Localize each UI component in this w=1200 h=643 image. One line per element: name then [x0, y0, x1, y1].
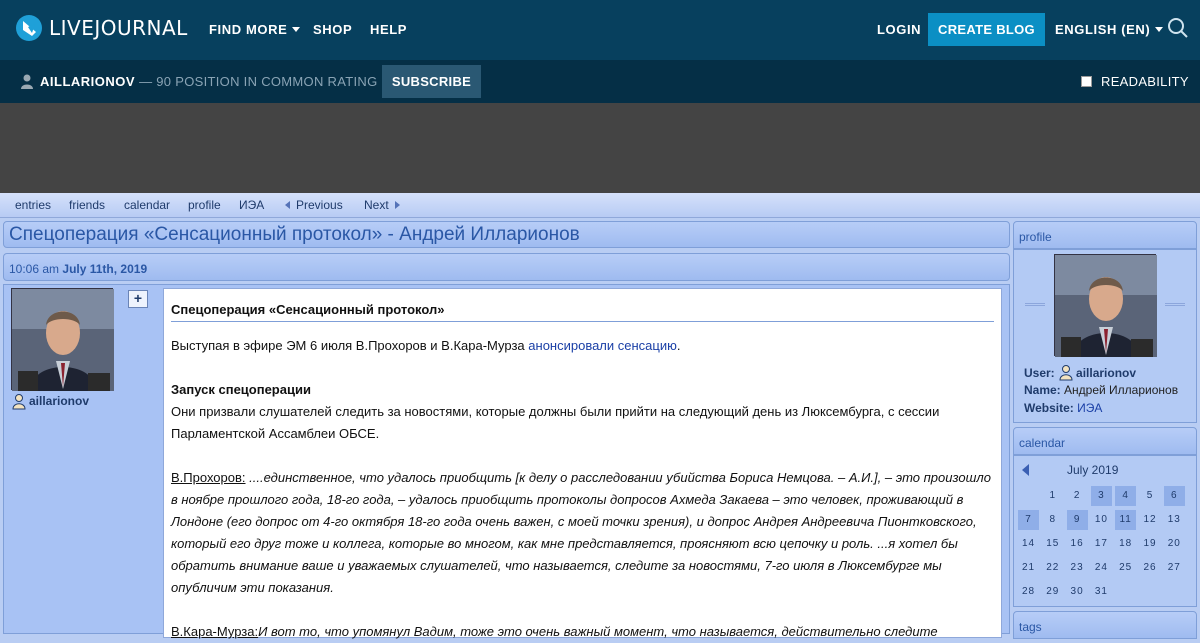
- logo-text: LIVEJOURNAL: [49, 16, 188, 40]
- sensation-link[interactable]: анонсировали сенсацию: [528, 338, 677, 353]
- author-username: aillarionov: [29, 394, 90, 408]
- spacer: [171, 445, 994, 467]
- paragraph-call: Они призвали слушателей следить за новостями, которые должны были прийти на следующий день из Люксембурга, с сессии Парламентской Ассамблеи ОБСЕ.: [171, 404, 940, 441]
- calendar-day: 18: [1119, 538, 1133, 549]
- calendar-day: 20: [1167, 538, 1181, 549]
- calendar-header[interactable]: calendar: [1013, 427, 1197, 455]
- journal-rating: — 90 POSITION IN COMMON RATING: [139, 74, 378, 89]
- name-label: Name:: [1024, 383, 1061, 397]
- calendar-day: 2: [1073, 490, 1081, 501]
- nav-entries[interactable]: entries: [15, 198, 52, 212]
- calendar-day: 22: [1046, 562, 1060, 573]
- profile-name: Андрей Илларионов: [1064, 383, 1179, 397]
- arrow-left-icon: [285, 201, 290, 209]
- profile-username[interactable]: aillarionov: [1076, 366, 1137, 380]
- calendar-day[interactable]: 7: [1018, 510, 1039, 530]
- chevron-down-icon: [1155, 27, 1163, 32]
- calendar-day: 17: [1094, 538, 1108, 549]
- nav-help[interactable]: HELP: [370, 22, 408, 37]
- journal-navigation: [0, 193, 1200, 218]
- calendar-day: 23: [1070, 562, 1084, 573]
- calendar-day: 14: [1021, 538, 1036, 549]
- entry-title-box: [3, 221, 1010, 248]
- calendar-day: 25: [1119, 562, 1133, 573]
- calendar-month: July 2019: [1067, 463, 1119, 477]
- journal-user: [20, 74, 378, 89]
- calendar-day: 13: [1167, 514, 1181, 525]
- profile-photo: [1055, 255, 1157, 357]
- calendar-day: 30: [1070, 586, 1084, 597]
- nav-find-more-label: FIND MORE: [209, 22, 288, 37]
- intro-text: Выступая в эфире ЭМ 6 июля В.Прохоров и В.Кара-Мурза: [171, 338, 529, 353]
- calendar-day: 19: [1143, 538, 1157, 549]
- journal-username[interactable]: AILLARIONOV: [40, 74, 136, 89]
- calendar-day: 8: [1049, 514, 1057, 525]
- calendar-day: 16: [1070, 538, 1084, 549]
- calendar-day[interactable]: 4: [1115, 486, 1136, 506]
- user-label: User:: [1024, 366, 1055, 380]
- quote-kara-murza: [171, 621, 994, 643]
- tags-header[interactable]: tags: [1013, 611, 1197, 639]
- profile-website[interactable]: ИЭА: [1077, 401, 1103, 415]
- readability-toggle[interactable]: [1081, 74, 1189, 89]
- chevron-down-icon: [292, 27, 300, 32]
- post-title: Спецоперация «Сенсационный протокол»: [171, 299, 994, 322]
- user-icon: [20, 74, 34, 89]
- subscribe-button[interactable]: SUBSCRIBE: [382, 65, 481, 98]
- divider: [1165, 303, 1185, 306]
- quote-speaker: В.Прохоров:: [171, 470, 246, 485]
- login-link[interactable]: LOGIN: [877, 22, 922, 37]
- livejournal-logo-icon: [15, 14, 43, 42]
- calendar-day: 10: [1094, 514, 1108, 525]
- divider: [1025, 303, 1045, 306]
- calendar-day[interactable]: 9: [1067, 510, 1088, 530]
- readability-checkbox[interactable]: [1081, 76, 1092, 87]
- quote-speaker: В.Кара-Мурза:: [171, 624, 259, 639]
- profile-header[interactable]: profile: [1013, 221, 1197, 249]
- quote-text: И вот то, что упомянул Вадим, тоже это очень важный момент, что называется, действительно следите: [258, 624, 938, 639]
- livejournal-logo[interactable]: [15, 14, 188, 42]
- calendar-prev-icon[interactable]: [1022, 464, 1029, 476]
- author-userpic[interactable]: [11, 288, 113, 390]
- nav-previous-label: Previous: [296, 198, 343, 212]
- nav-next-label: Next: [364, 198, 389, 212]
- author-name[interactable]: [11, 393, 89, 409]
- calendar-day: 28: [1021, 586, 1036, 597]
- entry-date[interactable]: July 11th, 2019: [62, 262, 148, 276]
- calendar-day[interactable]: 11: [1115, 510, 1136, 530]
- entry-date-box: [3, 253, 1010, 281]
- calendar-day: 31: [1094, 586, 1108, 597]
- calendar-day: 27: [1167, 562, 1181, 573]
- calendar-day: 12: [1143, 514, 1157, 525]
- calendar-day: 1: [1049, 490, 1057, 501]
- calendar-day: 15: [1046, 538, 1060, 549]
- nav-friends[interactable]: friends: [69, 198, 106, 212]
- quote-prokhorov: [171, 467, 994, 599]
- website-label: Website:: [1024, 401, 1074, 415]
- ad-banner-area: [0, 103, 1200, 193]
- calendar-day: 29: [1046, 586, 1060, 597]
- top-navigation-bar: [0, 0, 1200, 60]
- readability-label: READABILITY: [1101, 74, 1189, 89]
- intro-end: .: [676, 338, 681, 353]
- calendar-day: 26: [1143, 562, 1157, 573]
- user-icon: [1058, 364, 1074, 380]
- profile-name-line: [1024, 383, 1178, 397]
- calendar-day[interactable]: 3: [1091, 486, 1112, 506]
- entry-content: [163, 288, 1002, 638]
- entry-datetime: [9, 262, 147, 276]
- calendar-day: 21: [1021, 562, 1036, 573]
- entry-time: 10:06 am: [9, 262, 60, 276]
- profile-userpic[interactable]: [1054, 254, 1156, 356]
- search-icon[interactable]: [1167, 17, 1189, 39]
- profile-user-line: [1024, 364, 1136, 380]
- calendar-day[interactable]: 6: [1164, 486, 1185, 506]
- spacer: [171, 599, 994, 621]
- nav-calendar[interactable]: calendar: [124, 198, 171, 212]
- quote-text: ....единственное, что удалось приобщить [к делу о расследовании убийства Бориса Немцова. – А.И.], – это произошло в ноябре прошлого года, 18-го года, – удалось приобщить протоколы допросов Ахмеда Закаева – это человек, проживающий в Лондоне (его допрос от 4-го октября 18-го года очень важен, с моей точки зрения), и допрос Андрея Андреевича Пионтковского, который его друг тоже и коллега, которые во многом, как мне представляется, проясняют всю цепочку и роль. ...я хотел бы обратить внимание ваше и уважаемых слушателей, что называется, следите за новостями, 7-го июля в Люксембурге мы опубличим эти показания.: [171, 470, 991, 595]
- user-icon: [11, 393, 27, 409]
- nav-iea[interactable]: ИЭА: [239, 198, 265, 212]
- language-selector[interactable]: [1055, 22, 1163, 37]
- paragraph-intro: [171, 335, 994, 357]
- spacer: [171, 357, 994, 379]
- language-label: ENGLISH (EN): [1055, 22, 1151, 37]
- calendar-day: 5: [1146, 490, 1154, 501]
- arrow-right-icon: [395, 201, 400, 209]
- page-title: Спецоперация «Сенсационный протокол» - Андрей Илларионов: [9, 224, 580, 245]
- nav-shop[interactable]: SHOP: [313, 22, 353, 37]
- profile-website-line: [1024, 401, 1102, 415]
- create-blog-button[interactable]: CREATE BLOG: [928, 13, 1045, 46]
- expand-button[interactable]: +: [128, 290, 148, 308]
- nav-profile[interactable]: profile: [188, 198, 221, 212]
- userpic-photo: [12, 289, 114, 391]
- nav-previous[interactable]: [285, 198, 343, 212]
- calendar-day: 24: [1094, 562, 1108, 573]
- section-heading: Запуск спецоперации: [171, 382, 311, 397]
- nav-find-more[interactable]: [209, 22, 300, 37]
- journal-bar: [0, 60, 1200, 103]
- nav-next[interactable]: [364, 198, 400, 212]
